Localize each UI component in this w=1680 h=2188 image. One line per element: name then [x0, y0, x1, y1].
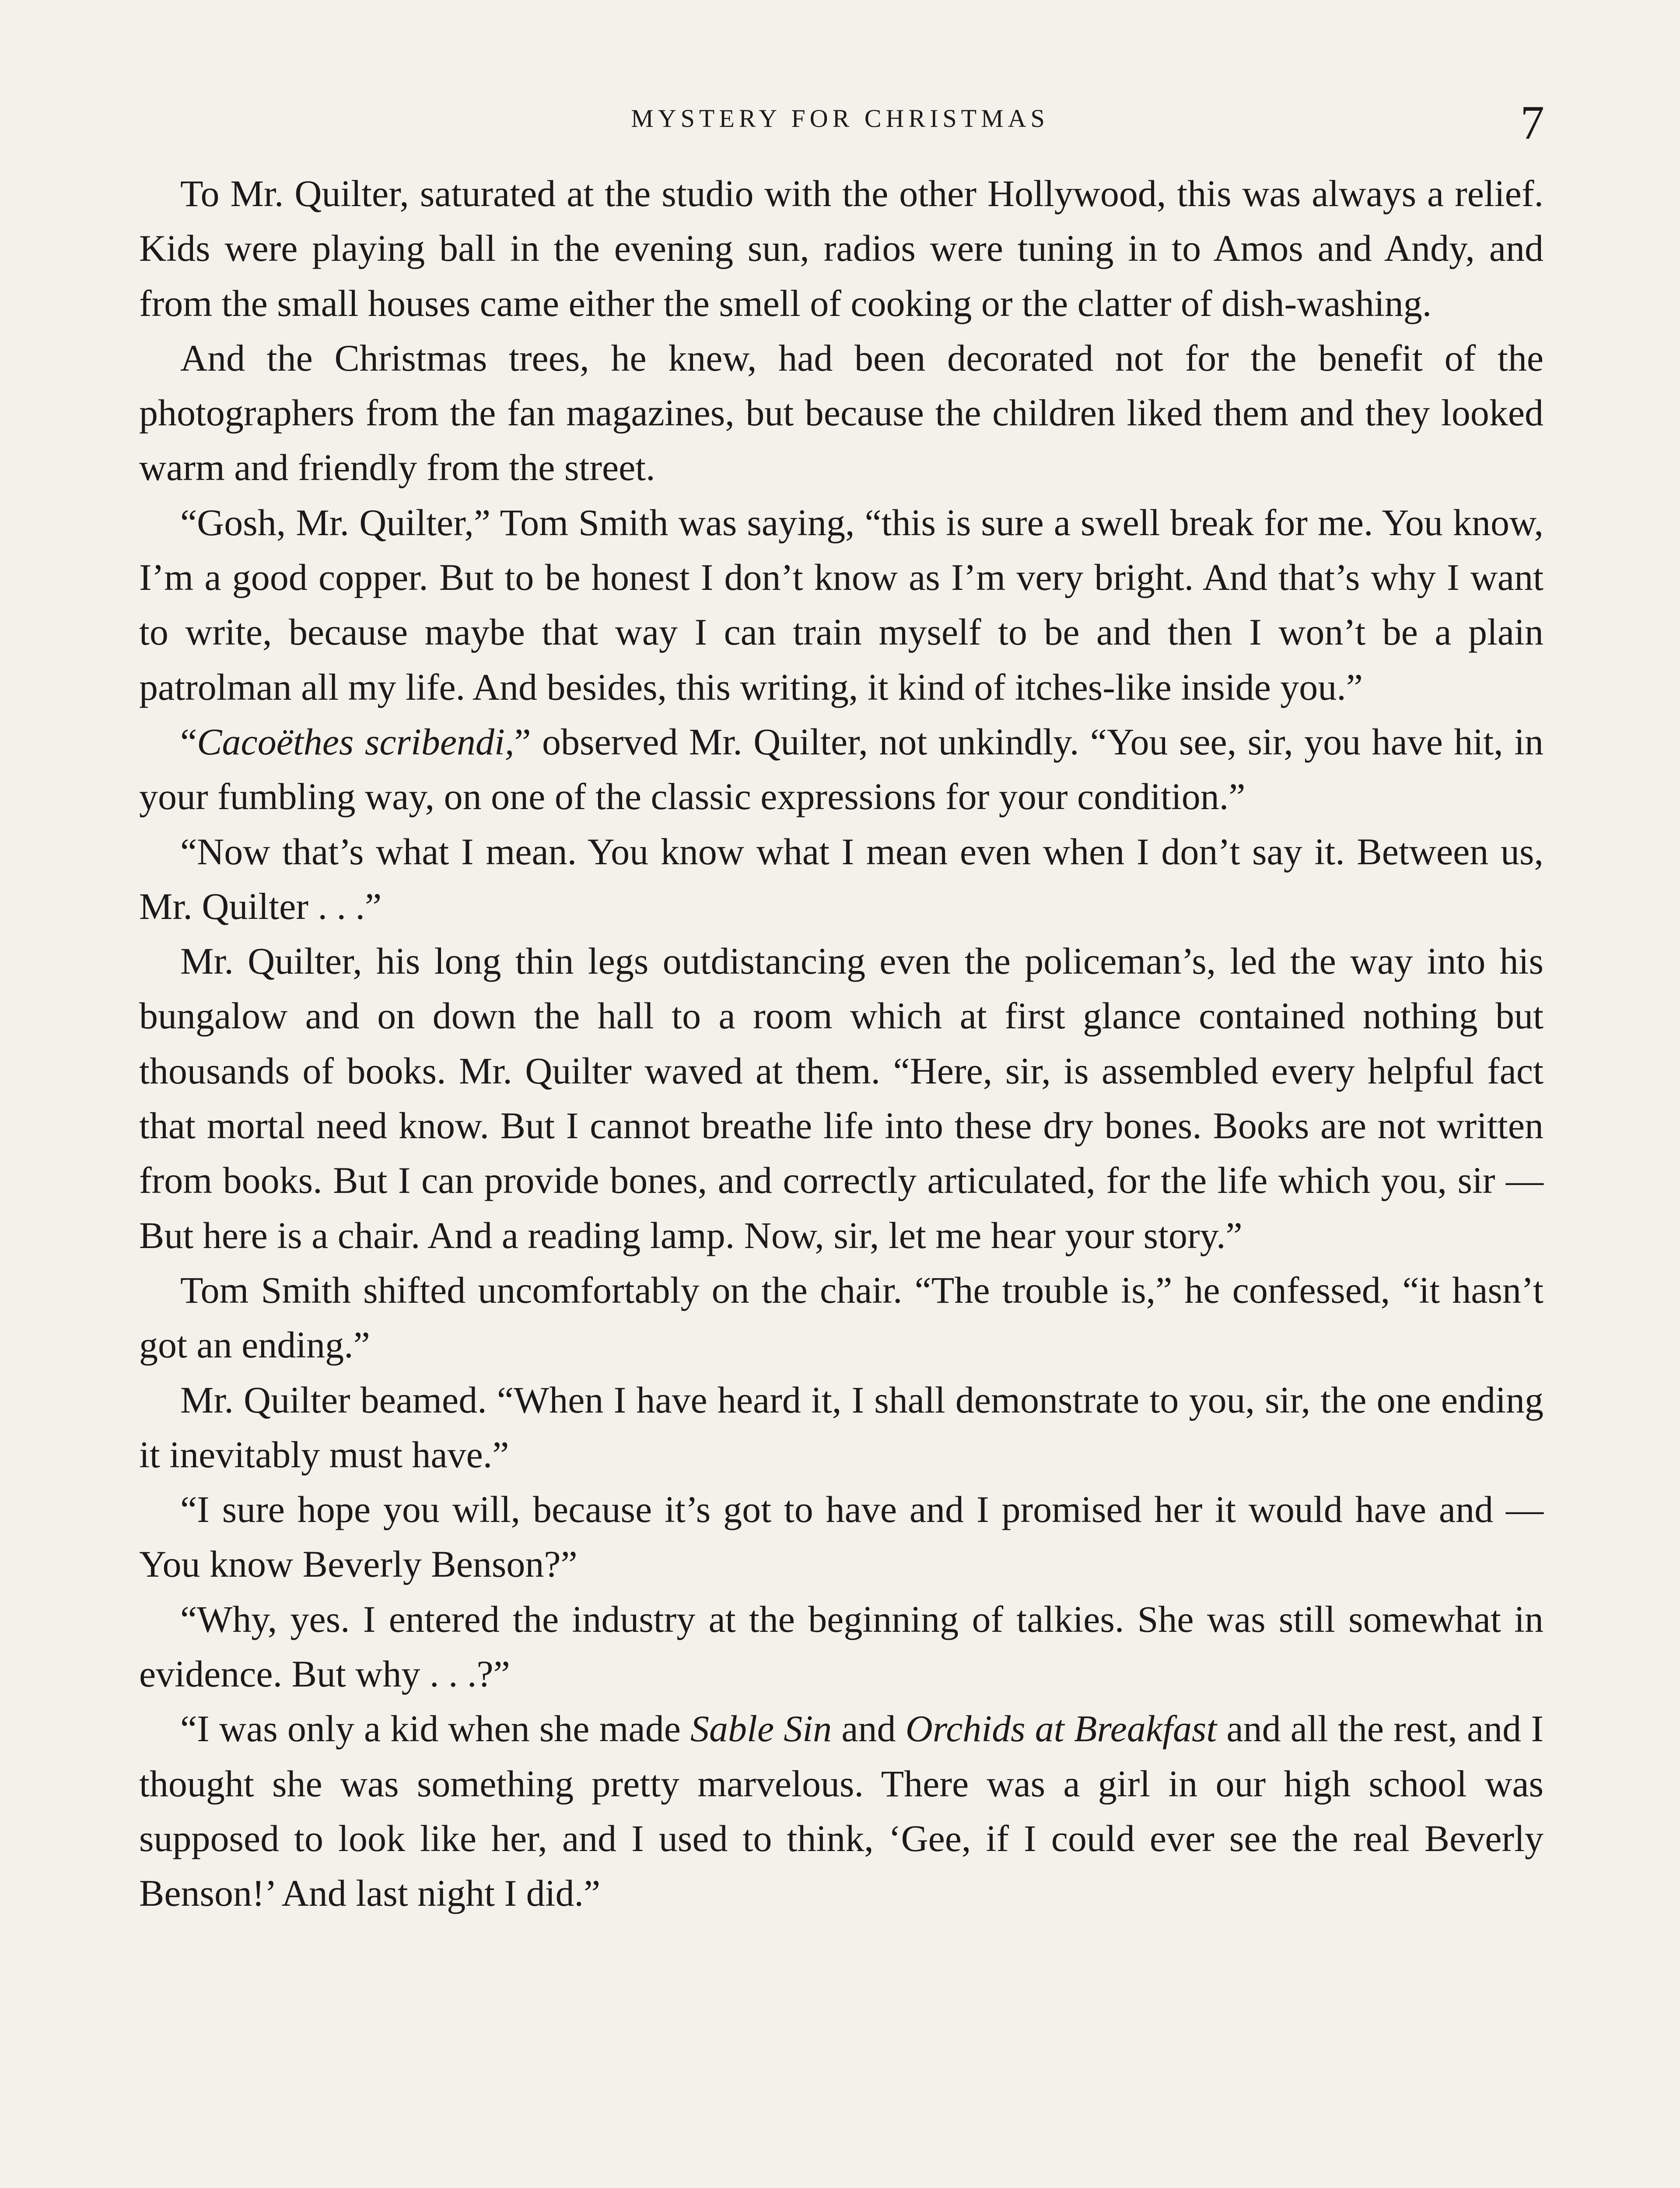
text-run: “Gosh, Mr. Quilter,” Tom Smith was saying, “this is sure a swell break for me. You know, I’m a good copper. But to be honest I don’t know as I’m very bright. And that’s why I want to write, because maybe that way I can train myself to be and then I won’t be a plain patrolman all my life. And besides, this writing, it kind of itches-like inside you.”: [139, 501, 1544, 708]
paragraph: [139, 331, 1544, 495]
paragraph: [139, 1701, 1544, 1921]
text-run: and: [832, 1708, 906, 1750]
text-run: Mr. Quilter, his long thin legs outdistancing even the policeman’s, led the way into his bungalow and on down the hall to a room which at first glance contained nothing but thousands of books. Mr. Quilter waved at them. “Here, sir, is assembled every helpful fact that mortal need know. But I cannot breathe life into these dry bones. Books are not written from books. But I can provide bones, and correctly articulated, for the life which you, sir — But here is a chair. And a reading lamp. Now, sir, let me hear your story.”: [139, 940, 1544, 1256]
text-run: Tom Smith shifted uncomfortably on the chair. “The trouble is,” he confessed, “it hasn’t got an ending.”: [139, 1269, 1544, 1366]
text-run: “I sure hope you will, because it’s got to have and I promised her it would have and — You know Beverly Benson?”: [139, 1488, 1544, 1585]
paragraph: [139, 166, 1544, 331]
paragraph: [139, 934, 1544, 1263]
text-run: and all the rest, and I thought she was something pretty marvelous. There was a girl in our high school was supposed to look like her, and I used to think, ‘Gee, if I could ever see the real Beverly Benson!’ And last night I did.”: [139, 1708, 1544, 1914]
page-number: 7: [1520, 96, 1544, 149]
paragraph: [139, 1592, 1544, 1702]
paragraph: [139, 1263, 1544, 1373]
text-run: “Now that’s what I mean. You know what I mean even when I don’t say it. Between us, Mr. Quilter . . .”: [139, 830, 1544, 927]
text-run: And the Christmas trees, he knew, had been decorated not for the benefit of the photographers from the fan magazines, but because the children liked them and they looked warm and friendly from the street.: [139, 337, 1544, 489]
running-head: MYSTERY FOR CHRISTMAS: [631, 104, 1049, 133]
text-run: “: [180, 720, 197, 763]
text-run: ” observed Mr. Quilter, not unkindly. “You see, sir, you have hit, in your fumbling way, on one of the classic expressions for your condition.”: [139, 720, 1544, 818]
paragraph: [139, 1482, 1544, 1592]
text-run: “Why, yes. I entered the industry at the beginning of talkies. She was still somewhat in evidence. But why . . .?”: [139, 1598, 1544, 1695]
italic-text: Cacoëthes scribendi,: [197, 720, 514, 763]
paragraph: [139, 495, 1544, 715]
body-text: [139, 166, 1544, 1921]
paragraph: [139, 1373, 1544, 1483]
text-run: “I was only a kid when she made: [180, 1708, 691, 1750]
text-run: Mr. Quilter beamed. “When I have heard it, I shall demonstrate to you, sir, the one ending it inevitably must have.”: [139, 1378, 1544, 1476]
italic-text: Orchids at Breakfast: [905, 1708, 1217, 1750]
italic-text: Sable Sin: [690, 1708, 832, 1750]
text-run: To Mr. Quilter, saturated at the studio with the other Hollywood, this was always a relief. Kids were playing ball in the evening sun, radios were tuning in to Amos and Andy, and from the small houses came either the smell of cooking or the clatter of dish-washing.: [139, 172, 1544, 324]
paragraph: [139, 824, 1544, 934]
paragraph: [139, 715, 1544, 824]
